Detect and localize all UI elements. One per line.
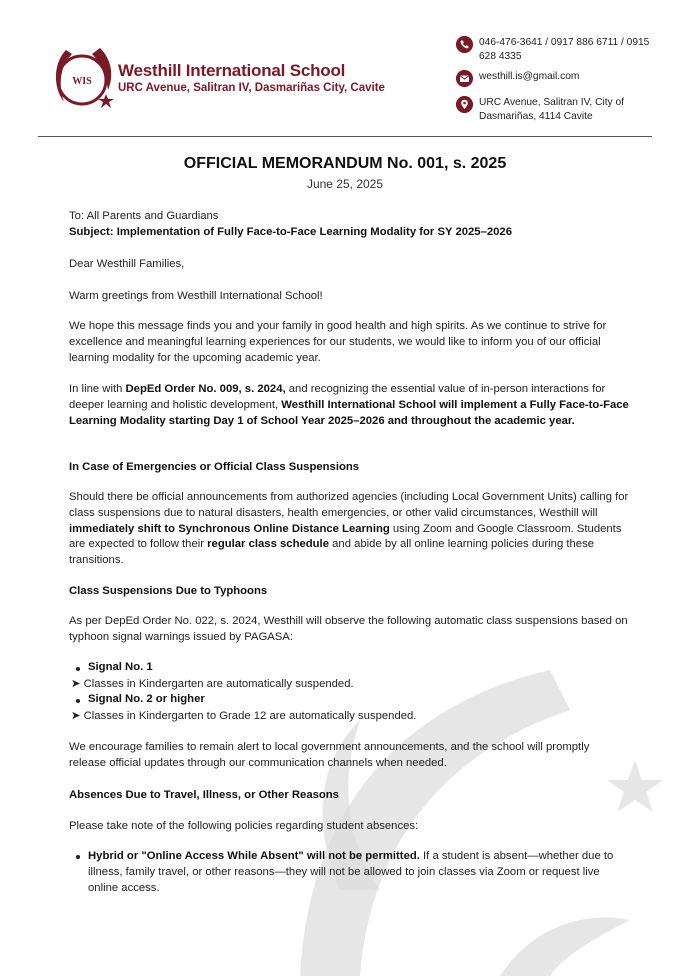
typhoon-heading: Class Suspensions Due to Typhoons: [69, 585, 268, 597]
school-name: Westhill International School: [118, 61, 346, 80]
bullet-icon: [76, 699, 80, 703]
signal-1-note: ➤ Classes in Kindergarten are automatically suspended.: [71, 678, 354, 690]
absence-policy-item: Hybrid or "Online Access While Absent" will not be permitted. If a student is absent—whether due to illness, family travel, or other reasons—they will not be allowed to join classes via Zoom or request live online access.: [88, 850, 614, 894]
phone-icon: [456, 36, 473, 53]
school-address: URC Avenue, Salitran IV, Dasmariñas City, Cavite: [118, 82, 385, 94]
signal-1-label: Signal No. 1: [88, 661, 153, 673]
location-pin-icon: [456, 96, 473, 113]
school-logo: [48, 42, 120, 114]
phone-text: 046-476-3641 / 0917 886 6711 / 0915 628 4335: [479, 37, 650, 62]
absence-heading: Absences Due to Travel, Illness, or Other Reasons: [69, 789, 339, 801]
absence-intro: Please take note of the following policies regarding student absences:: [69, 820, 419, 832]
logo-text: WIS: [72, 76, 92, 87]
intro-paragraph: We hope this message finds you and your family in good health and high spirits. As we continue to strive for excellence and meaningful learning experiences for our students, we would like to inform you of our official learning modality for the upcoming academic year.: [69, 320, 607, 364]
location-text: URC Avenue, Salitran IV, City of Dasmariñas, 4114 Cavite: [479, 97, 624, 122]
memo-date: June 25, 2025: [306, 177, 384, 191]
typhoon-intro: As per DepEd Order No. 022, s. 2024, Westhill will observe the following automatic class suspensions based on typhoon signal warnings issued by PAGASA:: [69, 615, 628, 643]
encourage-paragraph: We encourage families to remain alert to local government announcements, and the school will promptly release official updates through our communication channels when needed.: [69, 741, 590, 769]
memo-title: OFFICIAL MEMORANDUM No. 001, s. 2025: [183, 155, 507, 172]
bullet-icon: [76, 667, 80, 671]
email-icon: [456, 70, 473, 87]
email-text[interactable]: westhill.is@gmail.com: [479, 71, 580, 82]
bullet-icon: [76, 855, 80, 859]
modality-paragraph: In line with DepEd Order No. 009, s. 2024, and recognizing the essential value of in-person interactions for deeper learning and holistic development, Westhill International School will implement a Fully Face-to-Face Learning Modality starting Day 1 of School Year 2025–2026 and throughout the academic year.: [69, 383, 629, 427]
salutation: Dear Westhill Families,: [69, 258, 185, 270]
emergency-paragraph: Should there be official announcements from authorized agencies (including Local Government Units) calling for class suspensions due to natural disasters, health emergencies, or other valid circumstances, Westhill will immediately shift to Synchronous Online Distance Learning using Zoom and Google Classroom. Students are expected to follow their regular class schedule and abide by all online learning policies during these transitions.: [69, 491, 629, 567]
signal-2-label: Signal No. 2 or higher: [88, 693, 205, 705]
emergency-heading: In Case of Emergencies or Official Class Suspensions: [69, 461, 360, 473]
memo-subject: Subject: Implementation of Fully Face-to-Face Learning Modality for SY 2025–2026: [69, 226, 512, 238]
memo-recipient: To: All Parents and Guardians: [69, 210, 219, 222]
signal-2-note: ➤ Classes in Kindergarten to Grade 12 are automatically suspended.: [71, 710, 417, 722]
greeting: Warm greetings from Westhill International School!: [69, 290, 323, 302]
header-divider: [38, 136, 652, 137]
